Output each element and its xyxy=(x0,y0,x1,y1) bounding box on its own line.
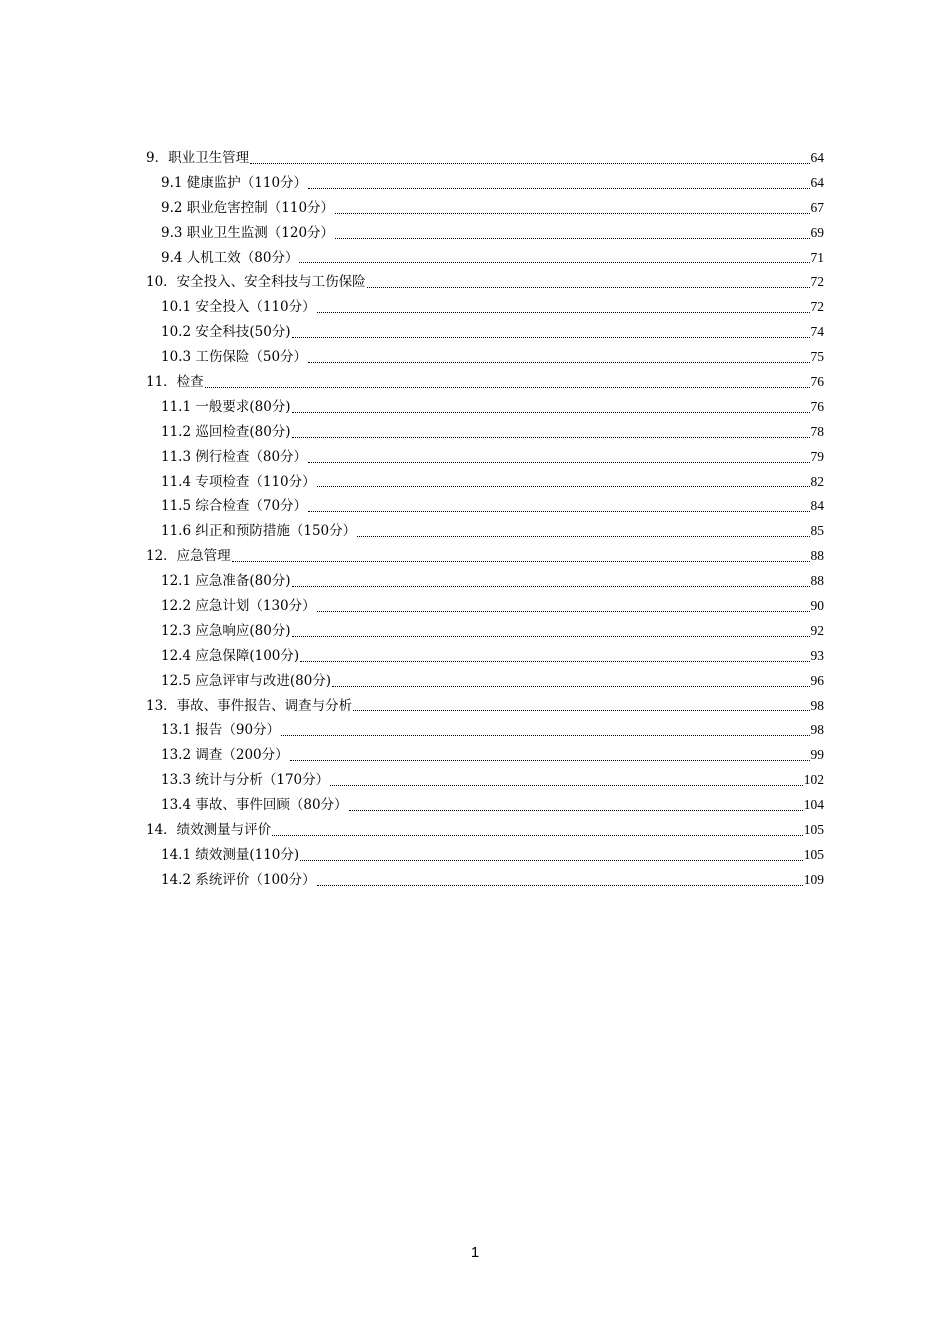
toc-subentry[interactable] xyxy=(146,718,824,743)
toc-entry-page: 69 xyxy=(810,224,824,240)
toc-dot-leader xyxy=(272,835,803,836)
toc-subentry[interactable] xyxy=(146,295,824,320)
toc-entry-page: 82 xyxy=(810,473,824,489)
toc-dot-leader xyxy=(308,511,809,512)
toc-entry-page: 72 xyxy=(810,274,824,290)
toc-entry-title: 12．应急管理 xyxy=(146,548,231,565)
toc-entry-page: 72 xyxy=(810,299,824,315)
page-number: 1 xyxy=(470,1244,480,1261)
toc-subentry[interactable] xyxy=(146,470,824,495)
toc-entry-title: 13.2 调查（200分） xyxy=(161,747,289,764)
toc-dot-leader xyxy=(292,636,810,637)
toc-subentry[interactable] xyxy=(146,743,824,768)
toc-subentry[interactable] xyxy=(146,171,824,196)
toc-dot-leader xyxy=(357,536,809,537)
toc-subentry[interactable] xyxy=(146,768,824,793)
toc-subentry[interactable] xyxy=(146,196,824,221)
toc-entry-page: 74 xyxy=(810,324,824,340)
toc-dot-leader xyxy=(292,412,810,413)
toc-subentry[interactable] xyxy=(146,594,824,619)
toc-dot-leader xyxy=(300,860,803,861)
table-of-contents xyxy=(146,146,824,893)
toc-entry-page: 98 xyxy=(810,722,824,738)
toc-entry-page: 99 xyxy=(810,747,824,763)
toc-entry-title: 10.3 工伤保险（50分） xyxy=(161,349,308,366)
toc-entry-title: 14.2 系统评价（100分） xyxy=(161,871,316,888)
toc-entry-page: 98 xyxy=(810,697,824,713)
toc-entry-page: 93 xyxy=(810,647,824,663)
toc-subentry[interactable] xyxy=(146,793,824,818)
toc-entry-title: 10.1 安全投入（110分） xyxy=(161,299,316,316)
toc-subentry[interactable] xyxy=(146,868,824,893)
toc-subentry[interactable] xyxy=(146,246,824,271)
toc-entry-page: 85 xyxy=(810,523,824,539)
toc-entry-page: 64 xyxy=(810,149,824,165)
toc-dot-leader xyxy=(250,163,809,164)
toc-entry-title: 9.2 职业危害控制（110分） xyxy=(161,199,335,216)
toc-entry-page: 104 xyxy=(803,797,824,813)
toc-entry-title: 14．绩效测量与评价 xyxy=(146,822,272,839)
toc-entry-title: 12.2 应急计划（130分） xyxy=(161,598,316,615)
toc-entry[interactable] xyxy=(146,270,824,295)
toc-entry-title: 11．检查 xyxy=(146,374,204,390)
toc-dot-leader xyxy=(292,586,810,587)
toc-dot-leader xyxy=(317,312,810,313)
toc-entry-page: 84 xyxy=(810,498,824,514)
toc-subentry[interactable] xyxy=(146,843,824,868)
toc-entry-page: 75 xyxy=(810,349,824,365)
toc-subentry[interactable] xyxy=(146,644,824,669)
toc-subentry[interactable] xyxy=(146,445,824,470)
toc-entry-page: 67 xyxy=(810,199,824,215)
toc-entry-page: 88 xyxy=(810,548,824,564)
toc-entry-page: 96 xyxy=(810,672,824,688)
toc-dot-leader xyxy=(299,262,809,263)
toc-subentry[interactable] xyxy=(146,320,824,345)
toc-subentry[interactable] xyxy=(146,420,824,445)
toc-subentry[interactable] xyxy=(146,221,824,246)
toc-entry-title: 14.1 绩效测量(110分) xyxy=(161,846,300,863)
toc-entry-title: 13.4 事故、事件回顾（80分） xyxy=(161,797,348,814)
toc-entry-title: 11.6 纠正和预防措施（150分） xyxy=(161,523,357,540)
toc-entry-title: 11.2 巡回检查(80分) xyxy=(161,423,291,440)
toc-entry-title: 11.1 一般要求(80分) xyxy=(161,398,291,415)
toc-entry-title: 13.1 报告（90分） xyxy=(161,722,281,739)
toc-dot-leader xyxy=(290,760,810,761)
toc-subentry[interactable] xyxy=(146,519,824,544)
toc-entry-title: 13．事故、事件报告、调查与分析 xyxy=(146,697,353,714)
toc-entry-title: 12.4 应急保障(100分) xyxy=(161,647,300,664)
toc-entry[interactable] xyxy=(146,146,824,171)
toc-entry-page: 76 xyxy=(810,374,824,389)
toc-entry-page: 78 xyxy=(810,423,824,439)
toc-entry[interactable] xyxy=(146,544,824,569)
toc-entry-page: 90 xyxy=(810,598,824,614)
toc-entry-page: 102 xyxy=(803,772,824,788)
toc-entry-page: 71 xyxy=(810,249,824,265)
toc-dot-leader xyxy=(335,238,809,239)
toc-entry-title: 12.3 应急响应(80分) xyxy=(161,622,291,639)
toc-dot-leader xyxy=(281,735,809,736)
toc-subentry[interactable] xyxy=(146,619,824,644)
toc-entry-page: 92 xyxy=(810,622,824,638)
toc-subentry[interactable] xyxy=(146,395,824,420)
toc-entry-title: 11.5 综合检查（70分） xyxy=(161,498,308,515)
toc-dot-leader xyxy=(332,686,809,687)
toc-dot-leader xyxy=(308,362,809,363)
toc-dot-leader xyxy=(335,213,809,214)
toc-entry-title: 11.4 专项检查（110分） xyxy=(161,473,316,490)
toc-dot-leader xyxy=(317,885,803,886)
toc-dot-leader xyxy=(317,611,810,612)
toc-entry-page: 79 xyxy=(810,448,824,464)
toc-dot-leader xyxy=(292,437,810,438)
toc-dot-leader xyxy=(205,387,810,388)
toc-entry-page: 76 xyxy=(810,398,824,414)
toc-dot-leader xyxy=(308,188,809,189)
toc-entry[interactable] xyxy=(146,370,824,395)
toc-entry-page: 105 xyxy=(803,822,824,838)
toc-dot-leader xyxy=(317,486,810,487)
toc-entry-title: 12.1 应急准备(80分) xyxy=(161,573,291,590)
toc-dot-leader xyxy=(308,462,809,463)
toc-subentry[interactable] xyxy=(146,669,824,694)
toc-entry-title: 11.3 例行检查（80分） xyxy=(161,448,308,465)
toc-entry-page: 88 xyxy=(810,573,824,589)
toc-dot-leader xyxy=(353,710,809,711)
toc-entry-title: 9．职业卫生管理 xyxy=(146,149,250,166)
toc-dot-leader xyxy=(349,810,803,811)
toc-subentry[interactable] xyxy=(146,494,824,519)
toc-entry-page: 109 xyxy=(803,871,824,887)
toc-entry-title: 13.3 统计与分析（170分） xyxy=(161,772,330,789)
toc-entry-title: 10.2 安全科技(50分) xyxy=(161,324,291,341)
toc-entry-title: 9.4 人机工效（80分） xyxy=(161,249,299,266)
toc-dot-leader xyxy=(292,337,810,338)
toc-entry[interactable] xyxy=(146,694,824,719)
toc-subentry[interactable] xyxy=(146,569,824,594)
toc-entry-title: 9.3 职业卫生监测（120分） xyxy=(161,224,335,241)
toc-entry-title: 9.1 健康监护（110分） xyxy=(161,174,308,191)
toc-entry-title: 12.5 应急评审与改进(80分) xyxy=(161,672,332,689)
toc-dot-leader xyxy=(330,785,803,786)
toc-dot-leader xyxy=(367,287,810,288)
toc-dot-leader xyxy=(300,661,809,662)
toc-entry[interactable] xyxy=(146,818,824,843)
toc-entry-page: 64 xyxy=(810,174,824,190)
toc-dot-leader xyxy=(232,561,810,562)
toc-entry-title: 10．安全投入、安全科技与工伤保险 xyxy=(146,274,366,291)
toc-entry-page: 105 xyxy=(803,846,824,862)
toc-subentry[interactable] xyxy=(146,345,824,370)
